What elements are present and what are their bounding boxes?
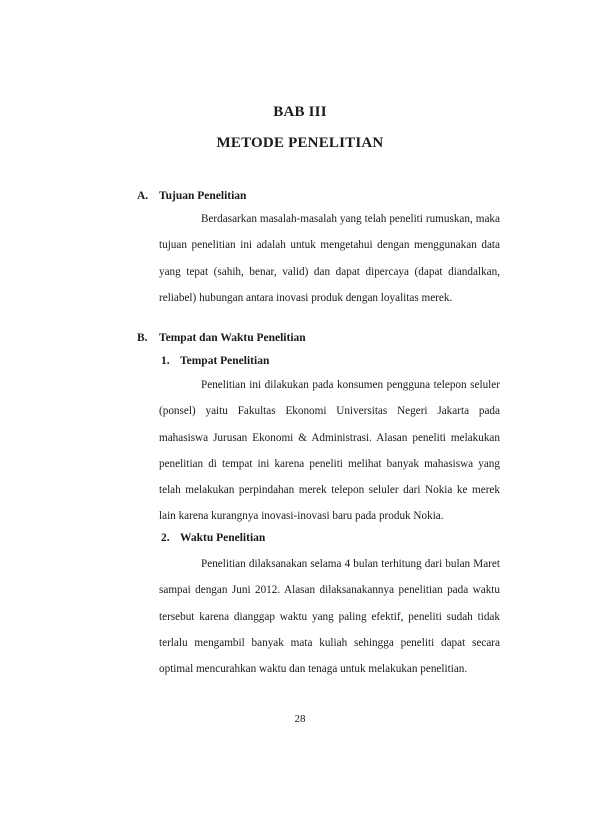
subsection-1-paragraph: Penelitian ini dilakukan pada konsumen pengguna telepon seluler (ponsel) yaitu Fakultas Ekonomi Universitas Negeri Jakarta pada mahasiswa Jurusan Ekonomi & Administrasi. Alasan peneliti melakukan penelitian di tempat ini karena peneliti melihat banyak mahasiswa yang telah melakukan perpindahan merek telepon seluler dari Nokia ke merek lain karena kurangnya inovasi-inovasi baru pada produk Nokia. [159,379,500,523]
chapter-title: BAB III [273,104,327,120]
section-a-heading [137,190,246,202]
section-b-title: Tempat dan Waktu Penelitian [159,332,306,344]
subsection-2-heading [161,532,265,544]
subsection-1-number: 1. [161,355,170,367]
subsection-2-number: 2. [161,532,170,544]
section-b-heading [137,332,306,344]
subsection-2-paragraph: Penelitian dilaksanakan selama 4 bulan terhitung dari bulan Maret sampai dengan Juni 2012. Alasan dilaksanakannya penelitian pada waktu tersebut karena dianggap waktu yang paling efektif, peneliti sudah tidak terlalu mengambil banyak mata kuliah sehingga peneliti dapat secara optimal mencurahkan waktu dan tenaga untuk melakukan penelitian. [159,558,500,676]
subsection-1-title: Tempat Penelitian [180,355,270,367]
subsection-1-heading [161,355,269,367]
section-a-paragraph: Berdasarkan masalah-masalah yang telah peneliti rumuskan, maka tujuan penelitian ini adalah untuk mengetahui dengan menggunakan data yang tepat (sahih, benar, valid) dan dapat dipercaya (dapat diandalkan, reliabel) hubungan antara inovasi produk dengan loyalitas merek. [159,213,500,304]
section-b-number: B. [137,332,148,344]
page-number: 28 [294,713,306,725]
section-a-title: Tujuan Penelitian [159,190,247,202]
section-a-number: A. [137,190,149,202]
chapter-subtitle: METODE PENELITIAN [216,135,384,151]
subsection-2-title: Waktu Penelitian [180,532,266,544]
